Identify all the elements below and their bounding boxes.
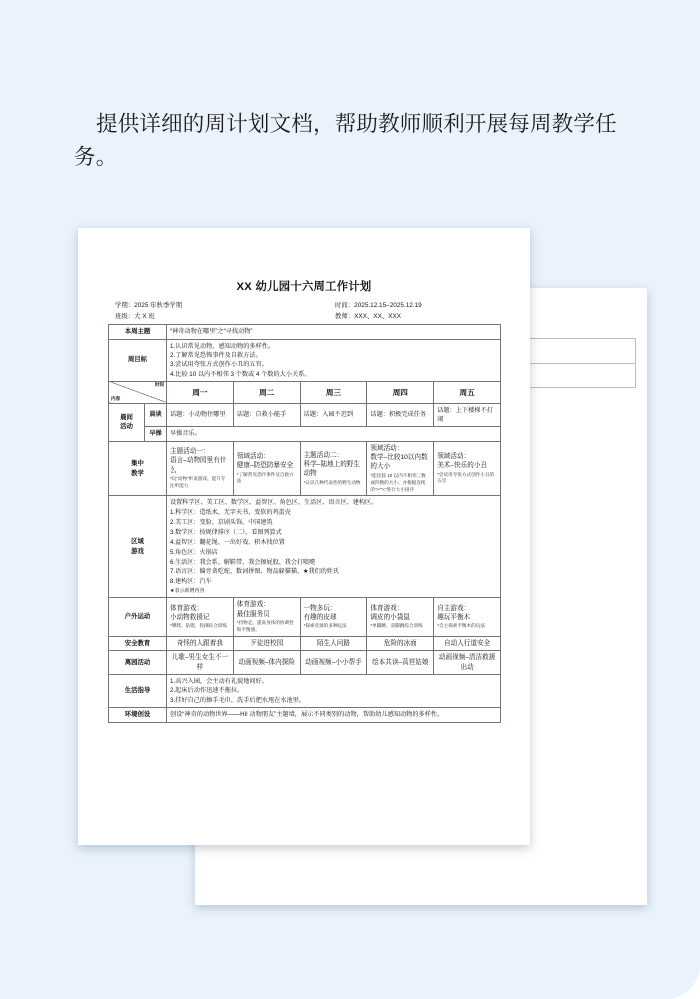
outdoor-title: 自主游戏： <box>437 604 471 612</box>
leaving-mon: 儿歌–男生女生不一样 <box>167 651 234 675</box>
ft-title: 领域活动： <box>370 444 404 452</box>
outdoor-wed <box>300 598 367 637</box>
focused-teaching-fri <box>434 441 501 496</box>
ft-subtitle: 语言–动物园里有什么 <box>170 457 227 474</box>
morning-talk-wed: 话题：入园不迟到 <box>300 403 367 427</box>
area-item: 8.建构区：汽车 <box>170 578 212 586</box>
label-week-goal: 周目标 <box>109 339 167 381</box>
area-item: 6.生活区：我会系、解鞋带、我会擦屁股、我会打喷嚏 <box>170 558 316 566</box>
meta-class: 班级：大 X 班 <box>115 313 155 321</box>
life-guide-item: 3.挂好自己的擦手毛巾，洗手后把水甩在水池里。 <box>170 696 306 704</box>
corner-label-time: 时间 <box>154 381 164 387</box>
outdoor-subtitle: 最佳服务员 <box>236 610 270 618</box>
label-leaving-activity: 离园活动 <box>109 651 167 675</box>
label-life-guide: 生活指导 <box>109 675 167 708</box>
leaving-fri: 动画视频–清洁救援出动 <box>434 651 501 675</box>
day-header-tue: 周二 <box>233 381 300 403</box>
meta-date: 时间：2025.12.15–2025.12.19 <box>335 302 422 309</box>
table-row-week-theme <box>109 325 501 340</box>
document-title: XX 幼儿园十六周工作计划 <box>236 281 372 293</box>
meta-teacher: 教师：XXX、XX、XXX <box>335 313 402 321</box>
goal-item: 2.了解常见恐怖事件及自救方法。 <box>170 351 262 359</box>
table-row-leaving-activity <box>109 651 501 675</box>
outdoor-note: *自主探索平衡木的玩法 <box>437 623 485 629</box>
focused-teaching-thu <box>367 441 434 496</box>
day-header-fri: 周五 <box>434 381 501 403</box>
label-morning-activity: 晨间 活动 <box>109 403 145 441</box>
area-item: 4.益智区：翻花绳、一出好戏、积木找位置 <box>170 538 285 546</box>
ft-note: *尝试用夸张方式创作小丑的五官 <box>437 471 495 484</box>
value-environment: 创设“神奇的动物世界——Hi! 动物朋友”主题墙，展示不同类别的动物，帮助幼儿感知动物的多样性。 <box>167 707 501 722</box>
back-sheet-box-divider <box>521 363 635 364</box>
area-item: 3.数学区：按规律排序（二）、看图列算式 <box>170 529 282 537</box>
ft-title: 领域活动： <box>437 452 471 460</box>
ft-subtitle: 科学–陆地上的野生动物 <box>303 460 361 478</box>
table-row-safety-education <box>109 636 501 651</box>
ft-note: *了解常见恐吓事件及自救方法 <box>236 471 294 484</box>
ft-note: *认识几种代表性的野生动物 <box>303 479 361 485</box>
label-focused-teaching: 集中 教学 <box>109 441 167 496</box>
ft-note: *能比较 10 以内不相邻三数或四数的大小、并根据连续的“>”“<”进行大小排序 <box>370 472 426 492</box>
area-item: 7.语言区：偏旁贪吃蛇、数词拼图、物品躲猫猫、★我们的姓氏 <box>170 568 339 576</box>
outdoor-note: *攀爬、钻爬、投掷综合训练 <box>170 623 227 629</box>
corner-label-content: 内容 <box>111 395 121 401</box>
table-row-area-games <box>109 496 501 598</box>
value-week-goals <box>167 339 501 381</box>
morning-talk-mon: 话题：小动物住哪里 <box>167 403 234 427</box>
value-morning-exercise: 早操音乐。 <box>167 427 501 441</box>
morning-talk-tue: 话题：自救小能手 <box>233 403 300 427</box>
table-row-day-header <box>109 381 501 403</box>
weekly-plan-table <box>108 324 501 723</box>
ft-subtitle: 健康–防恐防暴安全 <box>236 462 294 470</box>
ft-note: *玩“动物”听说游戏、提升专注听能力 <box>170 476 226 489</box>
area-note: ★表示新增内容 <box>170 588 205 595</box>
label-morning-talk: 晨谈 <box>145 403 167 427</box>
area-intro: 设置科学区、美工区、数学区、益智区、角色区、生活区、语言区、建构区。 <box>170 499 378 507</box>
page-caption: 提供详细的周计划文档，帮助教师顺利开展每周教学任务。 <box>74 112 617 170</box>
safety-mon: 奇怪的人跟着我 <box>167 636 234 651</box>
table-row-environment <box>109 707 501 722</box>
table-row-life-guide <box>109 675 501 708</box>
goal-item: 1.认识常见动物，感知动物的多样性。 <box>170 342 275 350</box>
header-corner-cell <box>109 381 167 403</box>
value-life-guide <box>167 675 501 708</box>
ft-title: 主题活动一： <box>170 448 210 456</box>
outdoor-subtitle: 趣玩平衡木 <box>437 614 471 622</box>
label-week-theme: 本周主题 <box>109 325 167 340</box>
outdoor-title: 体育游戏： <box>370 604 404 612</box>
outdoor-fri <box>434 598 501 637</box>
day-header-mon: 周一 <box>167 381 234 403</box>
back-sheet-empty-box <box>520 338 636 388</box>
label-morning-exercise: 早操 <box>145 427 167 441</box>
meta-semester: 学期：2025 年秋季学期 <box>115 302 183 309</box>
area-item: 2.美工区：变脸、京剧头饰、中国建筑 <box>170 519 273 527</box>
table-row-week-goals <box>109 339 501 381</box>
morning-talk-thu: 话题：积极完成任务 <box>367 403 434 427</box>
goal-item: 4.比较 10 以内不相邻 3 个数或 4 个数的大小关系。 <box>170 370 311 378</box>
ft-subtitle: 美术–快乐的小丑 <box>437 462 488 470</box>
life-guide-item: 2.起床后动作迅速不拖拉。 <box>170 687 244 695</box>
outdoor-thu <box>367 598 434 637</box>
value-week-theme: “神奇动物在哪里”之“寻找动物” <box>167 325 501 340</box>
label-area-games: 区域 游戏 <box>109 496 167 598</box>
value-area-games <box>167 496 501 598</box>
safety-tue: 歹徒进校园 <box>233 636 300 651</box>
ft-title: 领域活动： <box>236 452 270 460</box>
morning-talk-fri: 话题：上下楼梯不打闹 <box>434 403 501 427</box>
ft-title: 主题活动二： <box>303 451 344 459</box>
document-meta-left <box>115 300 182 322</box>
table-row-outdoor <box>109 598 501 637</box>
label-outdoor: 户外运动 <box>109 598 167 637</box>
day-header-thu: 周四 <box>367 381 434 403</box>
safety-fri: 自动人行道安全 <box>434 636 501 651</box>
weekly-plan-document <box>78 228 530 845</box>
outdoor-tue <box>233 598 300 637</box>
table-row-morning-exercise <box>109 427 501 441</box>
area-item: 5.角色区：火锅店 <box>170 548 218 556</box>
label-environment: 环境创设 <box>109 707 167 722</box>
table-row-morning-talk <box>109 403 501 427</box>
focused-teaching-mon <box>167 441 234 496</box>
leaving-thu: 绘本共读–莴苣姑娘 <box>367 651 434 675</box>
outdoor-subtitle: 有趣的皮球 <box>303 614 337 622</box>
safety-thu: 危险的冰面 <box>367 636 434 651</box>
table-row-focused-teaching <box>109 441 501 496</box>
outdoor-subtitle: 调皮的小袋鼠 <box>370 614 410 622</box>
label-safety-education: 安全教育 <box>109 636 167 651</box>
outdoor-note: *持物走、提高身体的协调性和平衡感。 <box>236 619 294 632</box>
outdoor-title: 体育游戏： <box>170 604 203 612</box>
goal-item: 3.尝试用夸张方式创作小丑的五官。 <box>170 361 268 369</box>
outdoor-title: 体育游戏： <box>236 601 270 609</box>
outdoor-title: 一物多玩： <box>303 604 337 612</box>
leaving-wed: 动画视频–小小帮手 <box>300 651 367 675</box>
area-item: 1.科学区：造纸术、无字天书、变软的鸡蛋壳 <box>170 509 291 517</box>
document-meta-right <box>335 300 422 322</box>
outdoor-subtitle: 小动物救援记 <box>170 614 210 622</box>
focused-teaching-tue <box>233 441 300 496</box>
outdoor-mon <box>167 598 234 637</box>
outdoor-note: *探索皮球的多种玩法 <box>303 623 347 629</box>
leaving-tue: 动画视频–体内探险 <box>233 651 300 675</box>
outdoor-note: *单脚跳、双脚跳综合训练 <box>370 623 423 629</box>
focused-teaching-wed <box>300 441 367 496</box>
day-header-wed: 周三 <box>300 381 367 403</box>
ft-subtitle: 数学–比较10以内数的大小 <box>370 454 428 471</box>
safety-wed: 陌生人问路 <box>300 636 367 651</box>
life-guide-item: 1.高兴入园，会主动有礼貌地问好。 <box>170 678 268 686</box>
